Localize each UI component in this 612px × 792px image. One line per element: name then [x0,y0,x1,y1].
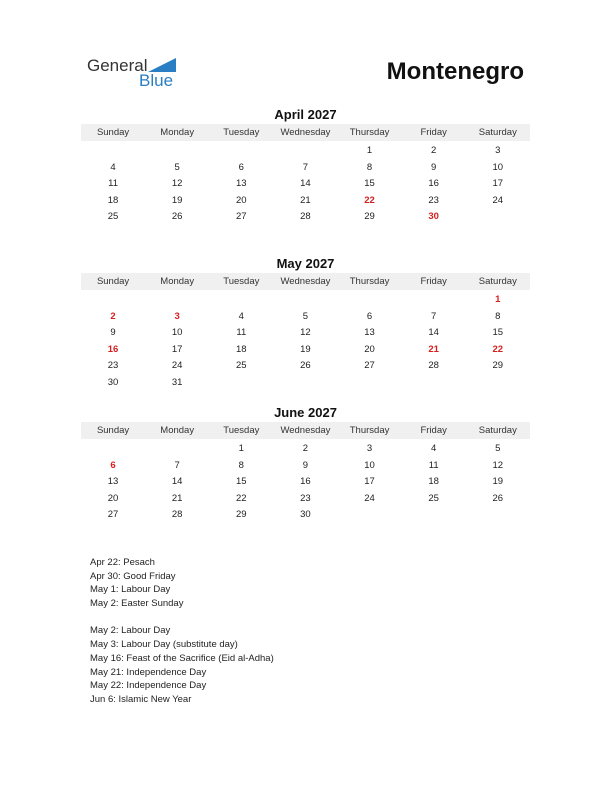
empty-cell [145,292,209,309]
day-cell: 3 [366,443,373,454]
day-cell: 2 [431,145,437,156]
day-cell: 26 [300,360,311,371]
day-cell: 28 [428,360,439,371]
empty-cell [209,292,273,309]
empty-cell [273,292,337,309]
day-cell: 24 [171,360,183,371]
weekday-label: Friday [420,127,447,138]
day-cell: 20 [236,194,247,206]
logo [87,56,187,92]
day-cell: 29 [236,509,247,520]
weekday-label: Sunday [96,127,130,138]
weekday-label: Sunday [96,425,130,436]
weekday-label: Tuesday [223,127,260,138]
day-cell: 25 [236,360,247,371]
weekday-label: Sunday [96,276,130,287]
empty-cell [81,143,145,160]
day-cell: 2 [110,310,116,322]
day-cell: 13 [107,476,119,487]
holiday-note: May 3: Labour Day (substitute day) [90,639,238,651]
empty-cell [273,143,337,160]
day-cell: 1 [238,443,244,454]
day-cell: 6 [110,459,116,471]
holiday-note: Apr 30: Good Friday [90,570,176,582]
day-cell: 2 [302,443,309,454]
month-june [81,405,530,524]
holiday-notes-group-2 [90,624,274,706]
weekday-label: Thursday [349,127,390,138]
holiday-notes [90,556,274,707]
day-grid [81,441,530,524]
month-may [81,256,530,391]
day-cell: 23 [107,360,119,371]
day-cell: 3 [495,145,501,156]
day-cell: 24 [492,194,504,206]
holiday-note: May 1: Labour Day [90,584,171,596]
day-cell: 27 [364,360,375,371]
holiday-note: May 2: Easter Sunday [90,598,184,610]
weekday-label: Saturday [478,127,517,138]
day-cell: 4 [110,161,116,173]
day-cell: 21 [428,343,439,355]
weekday-header [81,273,530,290]
day-cell: 10 [171,327,183,338]
day-cell: 17 [492,178,504,189]
day-cell: 8 [238,459,244,471]
day-cell: 31 [171,376,183,388]
day-cell: 4 [238,310,244,322]
day-cell: 9 [110,327,116,338]
day-cell: 25 [107,211,119,222]
weekday-label: Tuesday [223,276,260,287]
day-grid [81,143,530,226]
day-cell: 22 [364,194,375,206]
day-cell: 23 [300,492,311,504]
day-cell: 12 [171,178,183,189]
day-cell: 19 [300,343,311,355]
weekday-label: Thursday [349,276,390,287]
day-cell: 24 [364,492,375,504]
weekday-label: Thursday [349,425,390,436]
weekday-label: Saturday [478,425,517,436]
empty-cell [81,441,145,458]
holiday-notes-group-1 [90,556,274,611]
day-cell: 14 [428,327,439,338]
weekday-label: Monday [160,127,195,138]
holiday-note: May 21: Independence Day [90,666,207,678]
day-cell: 28 [300,211,311,222]
day-cell: 22 [492,343,504,355]
weekday-label: Friday [420,425,447,436]
day-cell: 30 [428,211,439,222]
weekday-label: Wednesday [280,276,331,287]
day-cell: 20 [107,492,119,504]
weekday-label: Monday [160,425,195,436]
day-cell: 18 [236,343,247,355]
logo-general-text: General [87,56,148,75]
day-cell: 8 [495,310,501,322]
weekday-label: Saturday [478,276,517,287]
empty-cell [81,292,145,309]
day-cell: 19 [492,476,504,487]
day-cell: 25 [428,492,439,504]
weekday-label: Tuesday [223,425,260,436]
empty-cell [145,441,209,458]
day-cell: 11 [236,327,247,338]
empty-cell [402,292,466,309]
day-grid [81,292,530,391]
day-cell: 16 [107,343,119,355]
day-cell: 10 [492,161,504,173]
month-title: June 2027 [274,405,337,420]
logo-triangle-icon [148,58,176,72]
day-cell: 7 [302,161,309,173]
day-cell: 16 [300,476,311,487]
day-cell: 17 [364,476,375,487]
day-cell: 14 [171,476,183,487]
day-cell: 9 [431,161,437,173]
weekday-label: Monday [160,276,195,287]
empty-cell [209,143,273,160]
day-cell: 6 [238,161,244,173]
day-cell: 27 [236,211,247,222]
day-cell: 1 [366,145,373,156]
holiday-note: Jun 6: Islamic New Year [90,693,192,705]
holiday-note: May 2: Labour Day [90,625,171,637]
day-cell: 22 [236,492,247,504]
day-cell: 29 [492,360,504,371]
day-cell: 1 [495,294,501,305]
day-cell: 16 [428,178,439,189]
day-cell: 4 [431,443,437,454]
day-cell: 19 [171,194,183,206]
day-cell: 23 [428,194,439,206]
day-cell: 18 [428,476,439,487]
empty-cell [338,292,402,309]
day-cell: 15 [364,178,375,189]
country-title: Montenegro [386,58,524,85]
weekday-header [81,124,530,141]
day-cell: 17 [171,343,183,355]
day-cell: 11 [108,178,118,189]
day-cell: 8 [366,161,373,173]
day-cell: 6 [366,310,373,322]
day-cell: 18 [107,194,119,206]
day-cell: 5 [174,161,180,173]
day-cell: 14 [300,178,311,189]
day-cell: 27 [107,509,119,520]
day-cell: 5 [495,443,501,454]
day-cell: 12 [300,327,311,338]
day-cell: 12 [492,459,504,471]
day-cell: 30 [300,509,311,520]
holiday-note: May 22: Independence Day [90,680,207,692]
day-cell: 20 [364,343,375,355]
day-cell: 30 [107,376,119,388]
day-cell: 3 [174,310,180,322]
weekday-header [81,422,530,439]
day-cell: 21 [171,492,183,504]
weekday-label: Wednesday [280,127,331,138]
day-cell: 15 [236,476,247,487]
day-cell: 13 [236,178,247,189]
day-cell: 11 [428,459,439,471]
month-title: April 2027 [274,107,337,122]
day-cell: 10 [364,459,375,471]
day-cell: 26 [492,492,504,504]
day-cell: 9 [302,459,309,471]
weekday-label: Friday [420,276,447,287]
day-cell: 26 [171,211,183,222]
day-cell: 15 [492,327,504,338]
day-cell: 29 [364,211,375,222]
day-cell: 28 [171,509,183,520]
day-cell: 5 [302,310,309,322]
weekday-label: Wednesday [280,425,331,436]
day-cell: 21 [300,194,311,206]
day-cell: 7 [174,459,180,471]
day-cell: 7 [431,310,437,322]
holiday-note: May 16: Feast of the Sacrifice (Eid al-Adha) [90,652,274,664]
day-cell: 13 [364,327,375,338]
month-title: May 2027 [276,256,335,271]
logo-blue-text: Blue [139,71,174,90]
month-april [81,107,530,226]
empty-cell [145,143,209,160]
holiday-note: Apr 22: Pesach [90,557,155,568]
